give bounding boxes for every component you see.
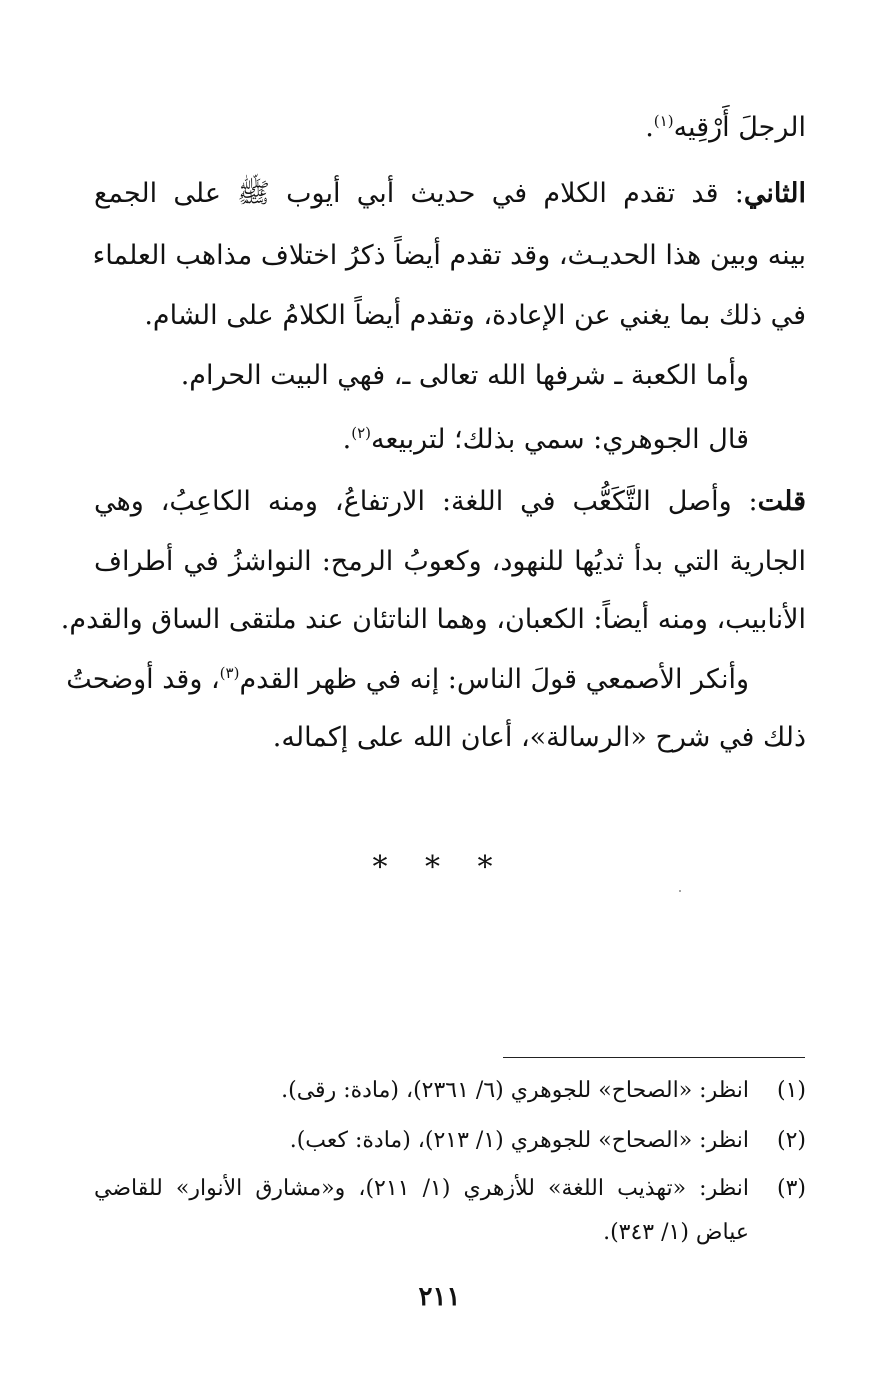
paragraph-asmai-line-1 bbox=[66, 660, 806, 700]
footnote-text-3: انظر: «تهذيب اللغة» للأزهري (١/ ٢١١)، و«مشارق الأنوار» للقاضي bbox=[94, 1176, 750, 1201]
section-separator: * * * bbox=[372, 850, 507, 885]
paragraph-label: قلت bbox=[757, 486, 806, 517]
text-span: . bbox=[645, 112, 654, 143]
footnote-rule bbox=[503, 1057, 805, 1058]
footnote-number-2: (٢) bbox=[776, 1128, 806, 1153]
text-span: ، وقد أوضحتُ bbox=[66, 664, 220, 695]
footnote-text-3-cont: عياض (١/ ٣٤٣). bbox=[603, 1220, 749, 1245]
footnote-text-1: انظر: «الصحاح» للجوهري (٦/ ٢٣٦١)، (مادة: رقى). bbox=[281, 1078, 749, 1103]
paragraph-second-line-2: بينه وبين هذا الحديـث، وقد تقدم أيضاً ذكرُ اختلاف مذاهب العلماء bbox=[92, 240, 806, 271]
text-span: الرجلَ أَرْقِيه bbox=[673, 112, 806, 143]
paragraph-second-line-1 bbox=[94, 174, 806, 214]
paragraph-kaaba: وأما الكعبة ـ شرفها الله تعالى ـ، فهي البيت الحرام. bbox=[180, 360, 749, 391]
text-span: : وأصل التَّكَعُّب في اللغة: الارتفاعُ، ومنه الكاعِبُ، وهي bbox=[94, 486, 758, 517]
text-span: : قد تقدم الكلام في حديث أبي أيوب ﷺ على الجمع bbox=[94, 178, 744, 209]
paragraph-qultu-line-2: الجارية التي بدأ ثديُها للنهود، وكعوبُ الرمح: النواشزُ في أطراف bbox=[94, 546, 806, 577]
footnote-ref-1[interactable]: (١) bbox=[653, 112, 674, 130]
footnote-number-3: (٣) bbox=[776, 1176, 806, 1201]
scan-speck bbox=[679, 890, 681, 892]
paragraph-qultu-line-3: الأنابيب، ومنه أيضاً: الكعبان، وهما الناتئان عند ملتقى الساق والقدم. bbox=[60, 604, 806, 635]
footnote-ref-3[interactable]: (٣) bbox=[219, 664, 240, 682]
paragraph-second-line-3: في ذلك بما يغني عن الإعادة، وتقدم أيضاً الكلامُ على الشام. bbox=[144, 300, 806, 331]
paragraph-label: الثاني bbox=[743, 178, 806, 209]
paragraph-qultu-line-1 bbox=[94, 482, 806, 522]
paragraph-jawhari bbox=[343, 420, 749, 460]
text-span: . bbox=[342, 424, 352, 455]
footnote-ref-2[interactable]: (٢) bbox=[351, 424, 372, 442]
paragraph-asmai-line-2: ذلك في شرح «الرسالة»، أعان الله على إكماله. bbox=[272, 722, 806, 753]
text-span: وأنكر الأصمعي قولَ الناس: إنه في ظهر القدم bbox=[239, 664, 749, 695]
page-number: ٢١١ bbox=[418, 1282, 461, 1312]
footnote-text-2: انظر: «الصحاح» للجوهري (١/ ٢١٣)، (مادة: كعب). bbox=[289, 1128, 749, 1153]
text-span: قال الجوهري: سمي بذلك؛ لتربيعه bbox=[371, 424, 749, 455]
body-line-1 bbox=[94, 108, 806, 148]
footnote-number-1: (١) bbox=[776, 1078, 806, 1103]
